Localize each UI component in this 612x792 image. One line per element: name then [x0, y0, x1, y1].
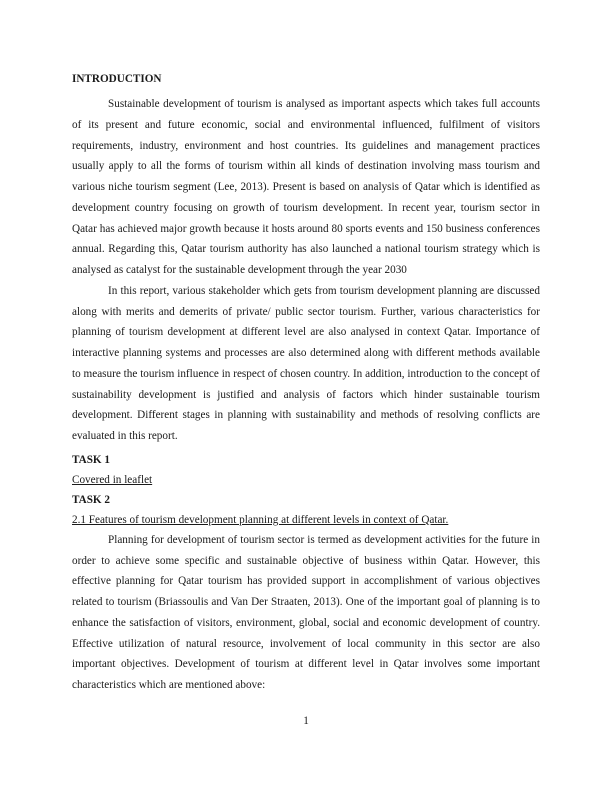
page-number: 1: [303, 715, 309, 727]
task2-paragraph: Planning for development of tourism sector is termed as development activities for the future in order to achieve some specific and sustainable objective of business within Qatar. However, this effective planning for Qatar tourism has provided support in accomplishment of various objectives related to tourism (Briassoulis and Van Der Straaten, 2013). One of the important goal of planning is to enhance the satisfaction of visitors, environment, global, social and economic development of country. Effective utilization of natural resource, involvement of local community in this sector are also important objectives. Development of tourism at different level in Qatar involves some important characteristics which are mentioned above:: [72, 533, 540, 691]
task2-subheading: 2.1 Features of tourism development planning at different levels in context of Qatar.: [72, 513, 449, 526]
task1-heading: TASK 1: [72, 453, 111, 466]
document-page: [72, 70, 540, 696]
task2-heading: TASK 2: [72, 493, 111, 506]
task1-note: Covered in leaflet: [72, 473, 153, 486]
introduction-paragraph-1: Sustainable development of tourism is analysed as important aspects which takes full accounts of its present and future economic, social and environmental influenced, fulfilment of visitors requirements, industry, environment and host countries. Its guidelines and management practices usually apply to all the forms of tourism within all kinds of destination involving mass tourism and various niche tourism segment (Lee, 2013). Present is based on analysis of Qatar which is identified as development country focusing on growth of tourism development. In recent year, tourism sector in Qatar has achieved major growth because it hosts around 80 sports events and 150 business conferences annual. Regarding this, Qatar tourism authority has also launched a national tourism strategy which is analysed as catalyst for the sustainable development through the year 2030: [72, 98, 540, 276]
introduction-heading: INTRODUCTION: [72, 73, 162, 85]
introduction-paragraph-2: In this report, various stakeholder which gets from tourism development planning are discussed along with merits and demerits of private/ public sector tourism. Further, various characteristics for planning of tourism development at different level are also analysed in context Qatar. Importance of interactive planning systems and processes are also determined along with different methods available to measure the tourism influence in respect of chosen country. In addition, introduction to the concept of sustainability development is justified and analysis of factors which hinder sustainable tourism development. Different stages in planning with sustainability and methods of resolving conflicts are evaluated in this report.: [72, 284, 540, 442]
